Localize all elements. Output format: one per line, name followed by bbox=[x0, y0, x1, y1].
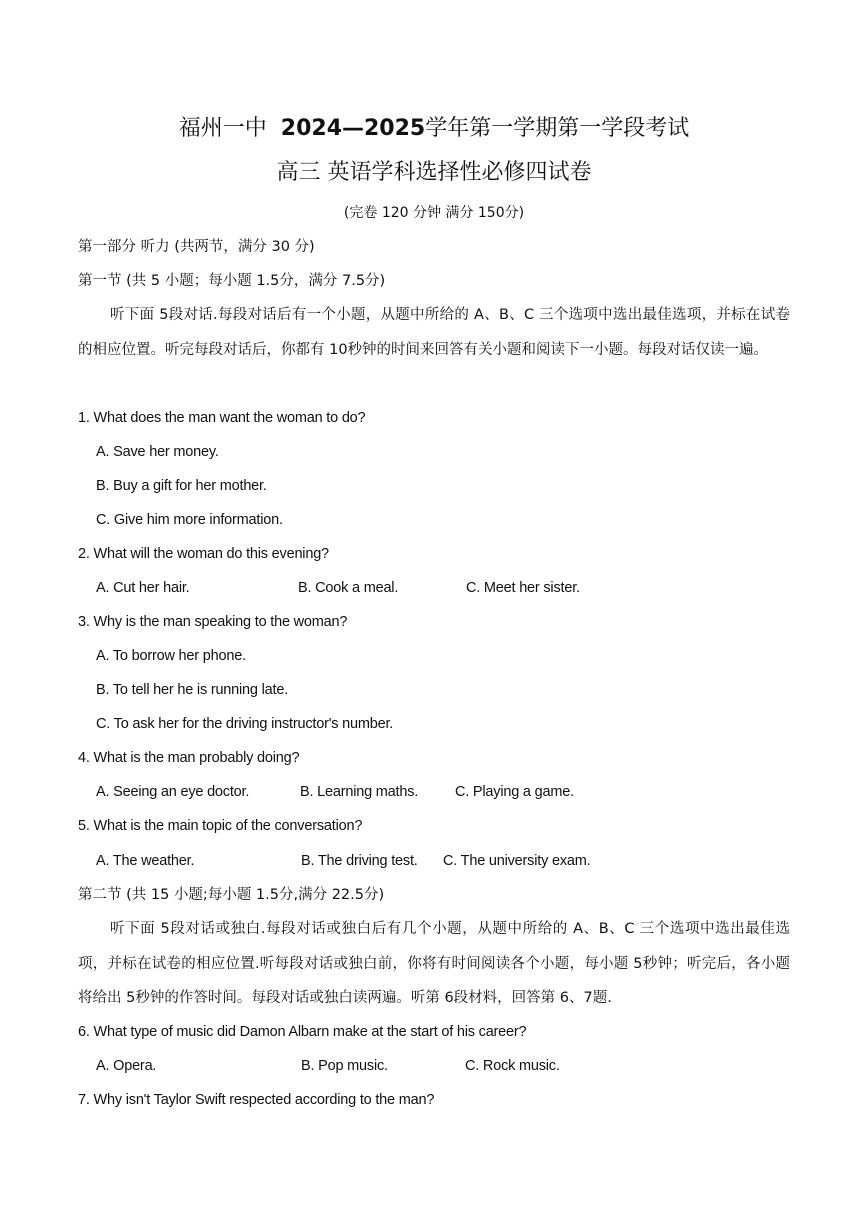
question-option: B. The driving test. bbox=[301, 853, 418, 869]
question-option: B. Pop music. bbox=[301, 1058, 388, 1074]
question-option: C. Give him more information. bbox=[96, 512, 283, 528]
question-option: B. Cook a meal. bbox=[298, 580, 399, 596]
question-option: B. Learning maths. bbox=[300, 784, 419, 800]
question-option: B. To tell her he is running late. bbox=[96, 682, 289, 698]
title-term: 学年第一学期第一学段考试 bbox=[425, 116, 690, 141]
part1-heading: 第一部分 听力 (共两节，满分 30 分) bbox=[78, 239, 315, 255]
exam-info: (完卷 120 分钟 满分 150分) bbox=[343, 205, 525, 221]
exam-title bbox=[0, 114, 868, 144]
question-option: A. Cut her hair. bbox=[96, 580, 190, 596]
section2-heading: 第二节 (共 15 小题;每小题 1.5分,满分 22.5分) bbox=[78, 887, 385, 903]
exam-subtitle: 高三 英语学科选择性必修四试卷 bbox=[276, 160, 592, 185]
section2-instructions: 听下面 5段对话或独白.每段对话或独白后有几个小题，从题中所给的 A、B、C 三个选项中选出最佳选项，并标在试卷的相应位置.听每段对话或独白前，你将有时间阅读各个小题，每小题 5秒钟；听完后，各小题将给出 5秒钟的作答时间。每段对话或独白读两遍。听第 6段材料，回答第 6、7题. bbox=[78, 921, 790, 1006]
question-stem: 4. What is the man probably doing? bbox=[78, 750, 300, 766]
section1-instructions: 听下面 5段对话.每段对话后有一个小题，从题中所给的 A、B、C 三个选项中选出最佳选项，并标在试卷的相应位置。听完每段对话后，你都有 10秒钟的时间来回答有关小题和阅读下一小题。每段对话仅读一遍。 bbox=[78, 307, 790, 358]
title-years: 2024—2025 bbox=[280, 116, 426, 141]
question-option: C. The university exam. bbox=[443, 853, 591, 869]
question-option: C. Rock music. bbox=[465, 1058, 560, 1074]
question-option: A. Opera. bbox=[96, 1058, 157, 1074]
question-stem: 2. What will the woman do this evening? bbox=[78, 546, 329, 562]
question-option: A. Seeing an eye doctor. bbox=[96, 784, 250, 800]
question-stem: 7. Why isn't Taylor Swift respected according to the man? bbox=[78, 1092, 435, 1108]
question-option: B. Buy a gift for her mother. bbox=[96, 478, 267, 494]
question-stem: 5. What is the main topic of the conversation? bbox=[78, 818, 363, 834]
question-option: A. To borrow her phone. bbox=[96, 648, 246, 664]
question-stem: 1. What does the man want the woman to do? bbox=[78, 410, 366, 426]
question-option: C. To ask her for the driving instructor's number. bbox=[96, 716, 394, 732]
question-option: A. Save her money. bbox=[96, 444, 219, 460]
question-option: C. Meet her sister. bbox=[466, 580, 580, 596]
question-stem: 6. What type of music did Damon Albarn make at the start of his career? bbox=[78, 1024, 527, 1040]
question-option: C. Playing a game. bbox=[455, 784, 574, 800]
question-stem: 3. Why is the man speaking to the woman? bbox=[78, 614, 348, 630]
question-option: A. The weather. bbox=[96, 853, 195, 869]
title-school: 福州一中 bbox=[178, 116, 267, 141]
section1-heading: 第一节 (共 5 小题；每小题 1.5分，满分 7.5分) bbox=[78, 273, 386, 289]
